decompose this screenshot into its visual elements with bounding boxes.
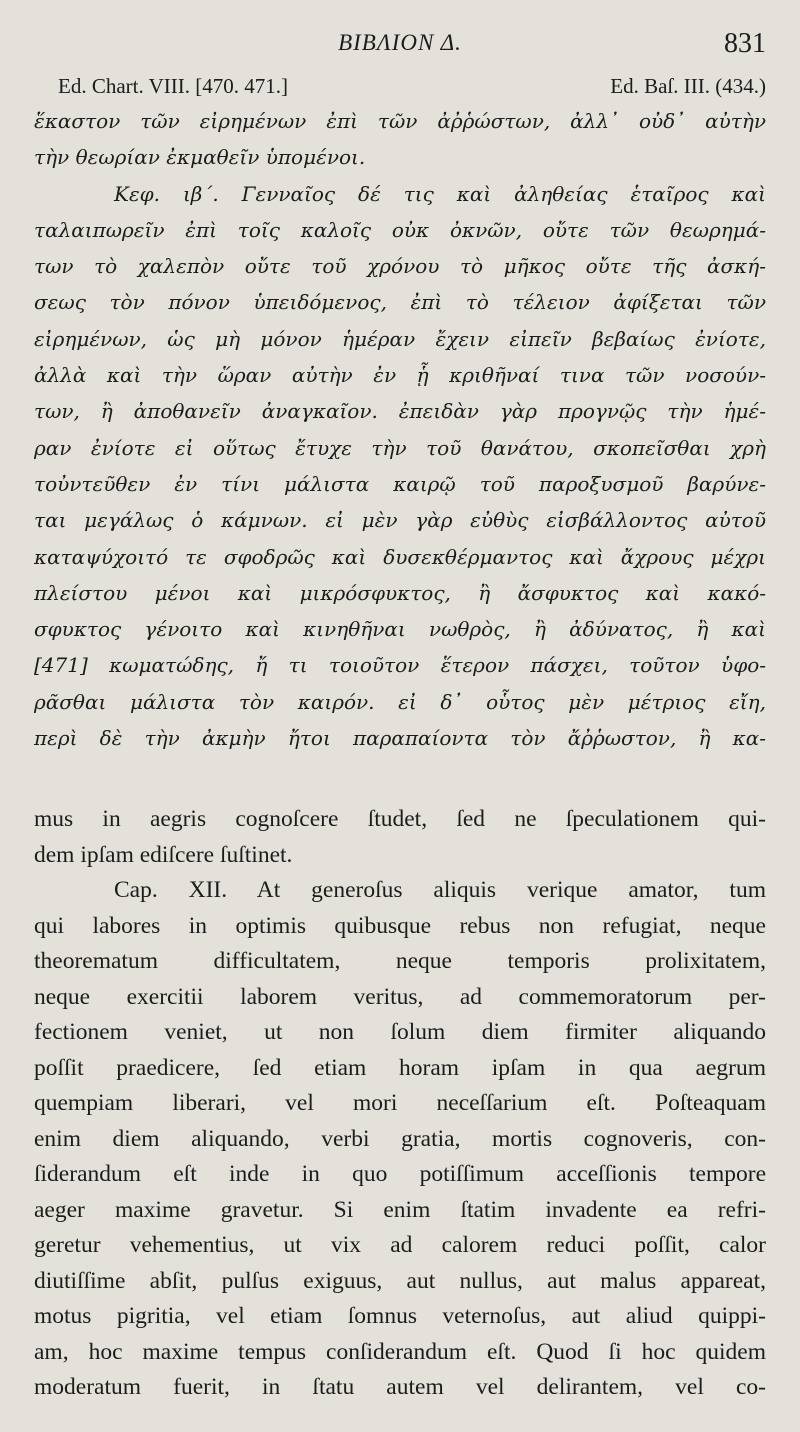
greek-line: καταψύχοιτό τε σφοδρῶς καὶ δυσεκθέρμαντος καὶ ἄχρους μέχρι	[34, 544, 766, 569]
latin-line: dem ipſam ediſcere ſuſtinet.	[34, 841, 293, 868]
greek-line: Κεφ. ιβ΄. Γενναῖος δέ τις καὶ ἀληθείας ἑταῖρος καὶ	[114, 181, 766, 206]
greek-line: τοὐντεῦθεν ἐν τίνι μάλιστα καιρῷ τοῦ παροξυσμοῦ βαρύνε-	[34, 471, 766, 496]
greek-line: σεως τὸν πόνον ὑπειδόμενος, ἐπὶ τὸ τέλειον ἀφίξεται τῶν	[34, 290, 766, 315]
greek-text-block	[34, 103, 766, 756]
greek-line: ἕκαστον τῶν εἰρημένων ἐπὶ τῶν ἀῤῥώστων, ἀλλ᾽ οὐδ᾽ αὐτὴν	[34, 109, 766, 133]
greek-line: των τὸ χαλεπὸν οὔτε τοῦ χρόνου τὸ μῆκος οὔτε τῆς ἀσκή-	[34, 254, 766, 279]
running-title: ΒΙΒΛΙΟΝ Δ.	[338, 30, 462, 55]
latin-line: fectionem veniet, ut non ſolum diem firmiter aliquando	[34, 1019, 766, 1045]
edition-reference-right: Ed. Baſ. III. (434.)	[610, 74, 766, 98]
greek-line: [471] κωματώδης, ἤ τι τοιοῦτον ἕτερον πάσχει, τοῦτον ὑφο-	[34, 653, 766, 678]
edition-reference-left: Ed. Chart. VIII. [470. 471.]	[58, 74, 288, 98]
latin-line: quempiam liberari, vel mori neceſſarium eſt. Poſteaquam	[34, 1090, 766, 1116]
latin-line: poſſit praedicere, ſed etiam horam ipſam in qua aegrum	[34, 1054, 766, 1081]
greek-line: ἀλλὰ καὶ τὴν ὥραν αὐτὴν ἐν ᾗ κριθῆναί τινα τῶν νοσούν-	[34, 363, 766, 388]
latin-line: aeger maxime gravetur. Si enim ſtatim invadente ea refri-	[34, 1196, 766, 1223]
latin-line: am, hoc maxime tempus conſiderandum eſt. Quod ſi hoc quidem	[34, 1338, 766, 1365]
latin-line: ſiderandum eſt inde in quo potiſſimum acceſſionis tempore	[34, 1161, 766, 1187]
greek-line: πλείστου μένοι καὶ μικρόσφυκτος, ἢ ἄσφυκτος καὶ κακό-	[34, 580, 766, 605]
greek-line: των, ἢ ἀποθανεῖν ἀναγκαῖον. ἐπειδὰν γὰρ προγνῷς τὴν ἡμέ-	[34, 399, 766, 424]
greek-line: εἰρημένων, ὡς μὴ μόνον ἡμέραν ἔχειν εἰπεῖν βεβαίως ἐνίοτε,	[34, 326, 766, 351]
greek-line: τὴν θεωρίαν ἐκμαθεῖν ὑπομένοι.	[34, 145, 366, 170]
greek-line: ρᾶσθαι μάλιστα τὸν καιρόν. εἰ δ᾽ οὗτος μὲν μέτριος εἴη,	[34, 689, 766, 714]
latin-line: diutiſſime abſit, pulſus exiguus, aut nullus, aut malus appareat,	[34, 1267, 766, 1294]
latin-line: motus pigritia, vel etiam ſomnus veternoſus, aut aliud quippi-	[34, 1303, 766, 1329]
greek-line: περὶ δὲ τὴν ἀκμὴν ἤτοι παραπαίοντα τὸν ἄῤῥωστον, ἢ κα-	[34, 726, 766, 751]
latin-line: theorematum difficultatem, neque temporis prolixitatem,	[34, 948, 766, 974]
greek-line: ταλαιπωρεῖν ἐπὶ τοῖς καλοῖς οὐκ ὀκνῶν, οὔτε τῶν θεωρημά-	[34, 217, 766, 242]
latin-line: neque exercitii laborem veritus, ad commemoratorum per-	[34, 983, 766, 1010]
latin-line: Cap. XII. At generoſus aliquis verique amator, tum	[114, 877, 766, 903]
greek-line: ραν ἐνίοτε εἰ οὕτως ἔτυχε τὴν τοῦ θανάτου, σκοπεῖσθαι χρὴ	[34, 435, 766, 460]
latin-line: mus in aegris cognoſcere ſtudet, ſed ne ſpeculationem qui-	[34, 806, 766, 832]
latin-text-block	[34, 802, 766, 1406]
page-number: 831	[724, 28, 766, 59]
latin-line: qui labores in optimis quibusque rebus non refugiat, neque	[34, 912, 766, 939]
greek-line: ται μεγάλως ὁ κάμνων. εἰ μὲν γὰρ εὐθὺς εἰσβάλλοντος αὐτοῦ	[34, 508, 766, 533]
latin-line: moderatum fuerit, in ſtatu autem vel delirantem, vel co-	[34, 1374, 766, 1400]
latin-line: enim diem aliquando, verbi gratia, mortis cognoveris, con-	[34, 1125, 766, 1152]
latin-line: geretur vehementius, ut vix ad calorem reduci poſſit, calor	[34, 1232, 766, 1258]
greek-line: σφυκτος γένοιτο καὶ κινηθῆναι νωθρὸς, ἢ ἀδύνατος, ἢ καὶ	[34, 617, 766, 642]
